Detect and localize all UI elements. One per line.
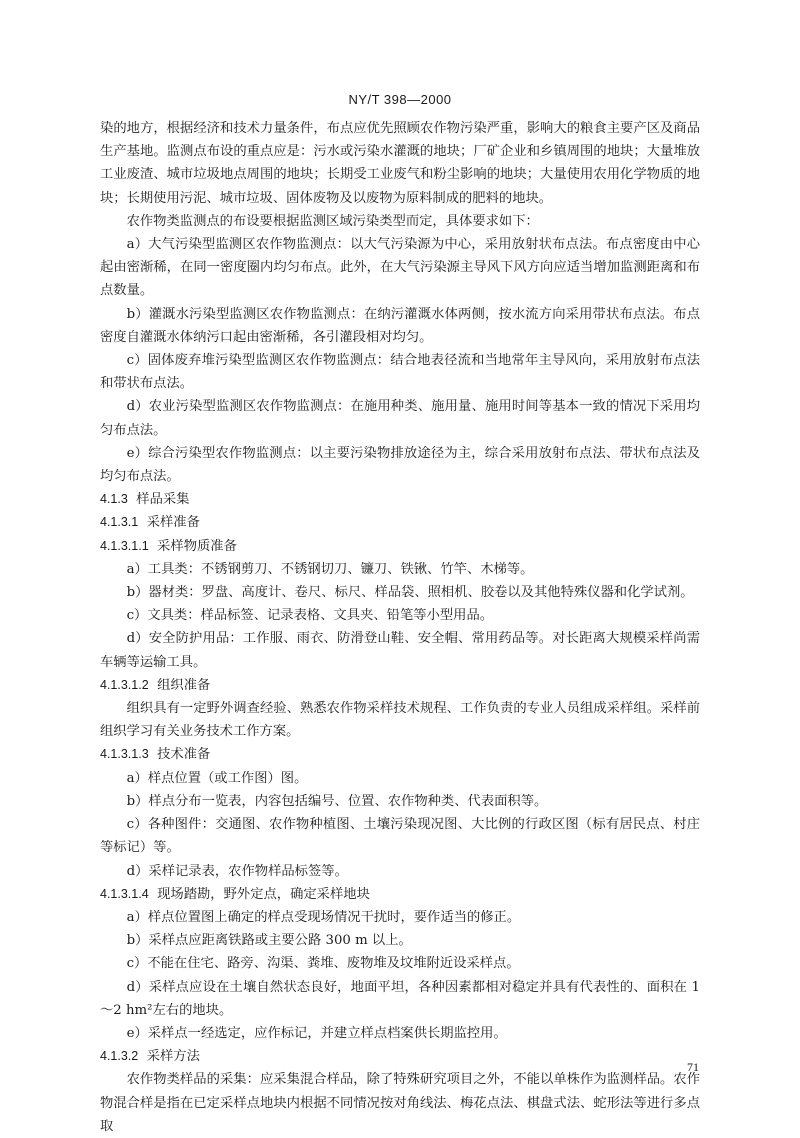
method-paragraph: 农作物类样品的采集：应采集混合样品，除了特殊研究项目之外，不能以单株作为监测样品。农作物混合样是指在已定采样点地块内根据不同情况按对角线法、梅花点法、棋盘式法、蛇形法等进行多点取 [100,1072,700,1134]
section-heading-4-1-3-2 [100,1045,700,1068]
section-title: 技术准备 [157,747,211,763]
org-paragraph: 组织具有一定野外调查经验、熟悉农作物采样技术规程、工作负责的专业人员组成采样组。采样前组织学习有关业务技术工作方案。 [100,701,700,740]
section-title: 样品采集 [136,492,190,508]
section-heading-4-1-3-1-1 [100,535,700,558]
layout-intro: 农作物类监测点的布设要根据监测区域污染类型而定，具体要求如下： [126,213,539,229]
layout-item-e: e）综合污染型农作物监测点：以主要污染物排放途径为主，综合采用放射布点法、带状布点法及均匀布点法。 [100,445,700,485]
tech-item-b: b）样点分布一览表，内容包括编号、位置、农作物种类、代表面积等。 [126,793,548,809]
layout-item-b: b）灌溉水污染型监测区农作物监测点：在纳污灌溉水体两侧，按水流方向采用带状布点法。布点密度自灌溉水体纳污口起由密渐稀，各引灌段相对均匀。 [100,306,700,345]
layout-item-a: a）大气污染型监测区农作物监测点：以大气污染源为中心，采用放射状布点法。布点密度由中心起由密渐稀，在同一密度圈内均匀布点。此外，在大气污染源主导风下风方向应适当增加监测距离和布点数量。 [100,237,700,299]
material-item-c: c）文具类：样品标签、记录表格、文具夹、铅笔等小型用品。 [126,608,494,624]
section-heading-4-1-3-1-3 [100,743,700,766]
layout-item-c: c）固体废弃堆污染型监测区农作物监测点：结合地表径流和当地常年主导风向，采用放射布点法和带状布点法。 [100,353,700,392]
section-heading-4-1-3-1 [100,511,700,534]
intro-paragraph: 染的地方，根据经济和技术力量条件，布点应优先照顾农作物污染严重，影响大的粮食主要产区及商品生产基地。监测点布设的重点应是：污水或污染水灌溉的地块；厂矿企业和乡镇周围的地块；大量堆放工业废渣、城市垃圾地点周围的地块；长期受工业废气和粉尘影响的地块；大量使用农用化学物质的地块；长期使用污泥、城市垃圾、固体废物及以废物为原料制成的肥料的地块。 [100,121,700,206]
field-item-c: c）不能在住宅、路旁、沟渠、粪堆、废物堆及坟堆附近设采样点。 [126,956,520,972]
section-heading-4-1-3-1-4 [100,883,700,906]
tech-item-d: d）采样记录表，农作物样品标签等。 [126,863,348,879]
section-number: 4.1.3.1 [100,515,139,530]
field-item-a: a）样点位置图上确定的样点受现场情况干扰时，要作适当的修正。 [126,909,521,925]
section-title: 采样方法 [146,1049,200,1065]
layout-item-d: d）农业污染型监测区农作物监测点：在施用种类、施用量、施用时间等基本一致的情况下采用均匀布点法。 [100,399,700,438]
section-number: 4.1.3.1.3 [100,747,149,762]
material-item-b: b）器材类：罗盘、高度计、卷尺、标尺、样品袋、照相机、胶卷以及其他特殊仪器和化学试剂。 [126,585,694,601]
section-heading-4-1-3 [100,488,700,511]
section-title: 采样准备 [146,515,200,531]
standard-code-header: NY/T 398—2000 [348,92,452,107]
section-number: 4.1.3.1.1 [100,538,149,553]
material-item-a: a）工具类：不锈钢剪刀、不锈钢切刀、镰刀、铁锹、竹竿、木梯等。 [126,561,534,577]
section-number: 4.1.3.2 [100,1049,139,1064]
field-item-e: e）采样点一经选定，应作标记，并建立样点档案供长期监控用。 [126,1025,507,1041]
tech-item-c: c）各种图件：交通图、农作物种植图、土壤污染现况图、大比例的行政区图（标有居民点、村庄等标记）等。 [100,817,700,856]
section-number: 4.1.3 [100,492,128,507]
section-title: 采样物质准备 [157,538,237,554]
tech-item-a: a）样点位置（或工作图）图。 [126,770,308,786]
material-item-d: d）安全防护用品：工作服、雨衣、防滑登山鞋、安全帽、常用药品等。对长距离大规模采样尚需车辆等运输工具。 [100,631,700,670]
section-title: 现场踏勘，野外定点，确定采样地块 [157,886,370,902]
document-body [100,117,700,1138]
section-number: 4.1.3.1.2 [100,677,149,692]
section-heading-4-1-3-1-2 [100,674,700,697]
field-item-d: d）采样点应设在土壤自然状态良好，地面平坦，各种因素都相对稳定并具有代表性的、面积在 1～2 hm²左右的地块。 [100,979,700,1018]
section-title: 组织准备 [157,677,211,693]
field-item-b: b）采样点应距离铁路或主要公路 300 m 以上。 [126,933,412,949]
section-number: 4.1.3.1.4 [100,886,149,901]
page-number: 71 [687,1060,699,1074]
